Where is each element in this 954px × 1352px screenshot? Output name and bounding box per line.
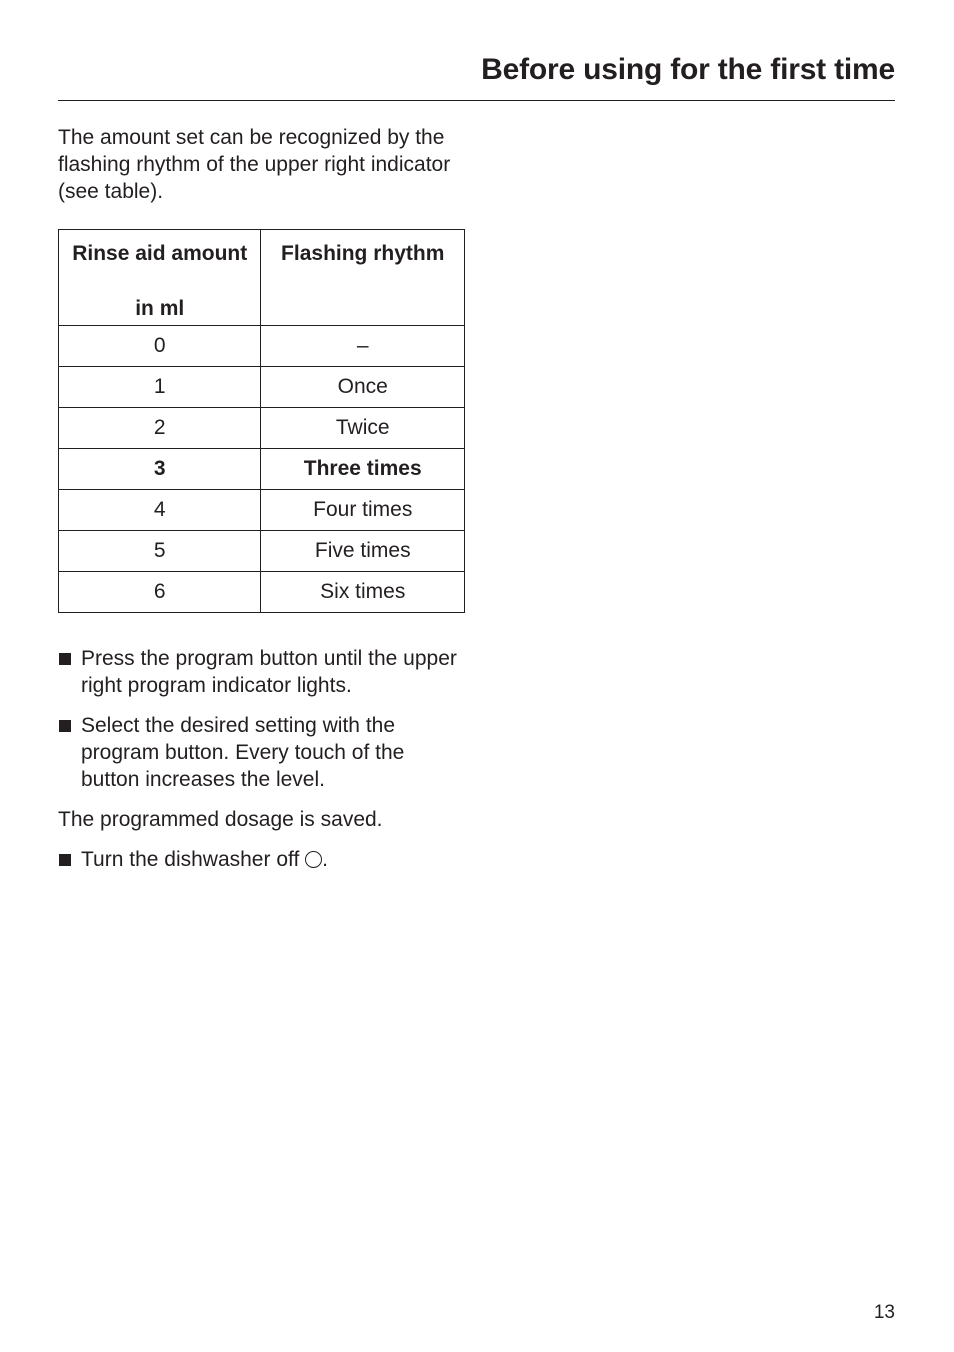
square-bullet-icon	[59, 653, 71, 665]
cell-amount: 2	[59, 408, 261, 449]
table-row	[59, 367, 465, 408]
square-bullet-icon	[59, 720, 71, 732]
table-row	[59, 572, 465, 613]
power-off-circle-icon	[305, 851, 322, 868]
header-flashing-rhythm-label: Flashing rhythm	[281, 242, 445, 265]
square-bullet-icon	[59, 854, 71, 866]
step-select-setting	[58, 712, 468, 793]
step-press-program-button	[58, 645, 468, 699]
cell-rhythm: –	[261, 326, 465, 367]
step-text: Press the program button until the upper right program indicator lights.	[81, 647, 457, 697]
cell-amount: 6	[59, 572, 261, 613]
cell-rhythm: Four times	[261, 490, 465, 531]
table-row	[59, 531, 465, 572]
header-flashing-rhythm	[261, 230, 465, 326]
table-body	[59, 326, 465, 613]
cell-rhythm: Five times	[261, 531, 465, 572]
table-row	[59, 490, 465, 531]
cell-rhythm: Three times	[261, 449, 465, 490]
intro-paragraph: The amount set can be recognized by the flashing rhythm of the upper right indicator (see table).	[58, 126, 451, 203]
cell-amount: 4	[59, 490, 261, 531]
step-text: Turn the dishwasher off	[81, 848, 300, 871]
rinse-aid-table	[58, 229, 465, 613]
cell-rhythm: Once	[261, 367, 465, 408]
header-rinse-aid-amount	[59, 230, 261, 326]
table-row	[59, 326, 465, 367]
step-end-punctuation: .	[322, 848, 328, 871]
title-divider	[58, 100, 895, 101]
cell-amount: 1	[59, 367, 261, 408]
saved-note: The programmed dosage is saved.	[58, 808, 383, 831]
table-row	[59, 449, 465, 490]
cell-rhythm: Twice	[261, 408, 465, 449]
page-number: 13	[873, 1302, 895, 1323]
cell-rhythm: Six times	[261, 572, 465, 613]
header-rinse-aid-amount-line1: Rinse aid amount	[72, 242, 248, 265]
step-turn-off	[58, 846, 468, 873]
cell-amount: 5	[59, 531, 261, 572]
table-header-row	[59, 230, 465, 326]
header-rinse-aid-amount-line2: in ml	[135, 297, 185, 320]
cell-amount: 3	[59, 449, 261, 490]
page-content	[58, 124, 468, 886]
page-title: Before using for the first time	[481, 53, 895, 86]
cell-amount: 0	[59, 326, 261, 367]
step-text: Select the desired setting with the program button. Every touch of the button increases the level.	[81, 714, 405, 791]
table-row	[59, 408, 465, 449]
instruction-steps	[58, 645, 468, 873]
